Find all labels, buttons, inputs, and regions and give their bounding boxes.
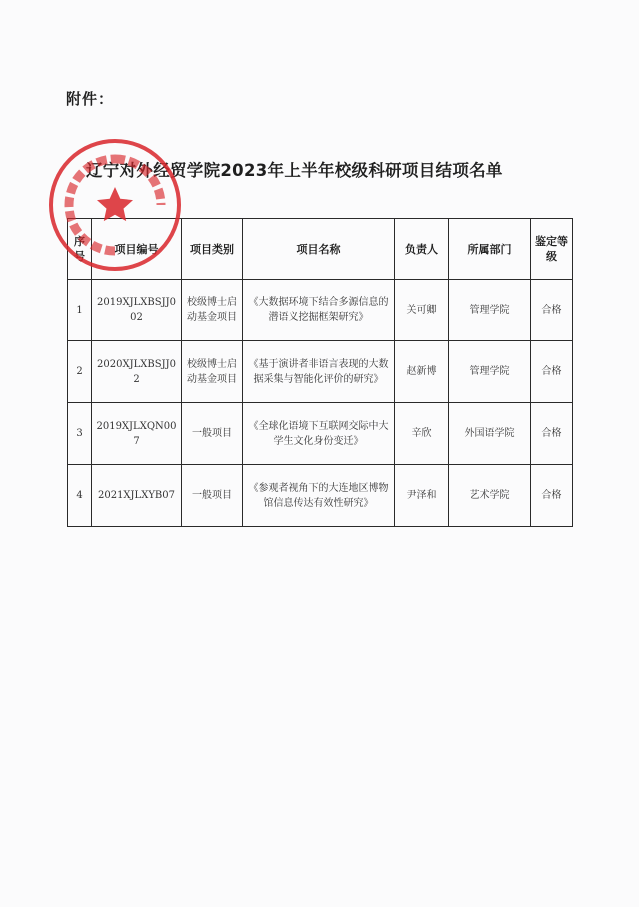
cell-grade: 合格 [531, 403, 573, 465]
cell-category: 一般项目 [182, 465, 243, 527]
cell-leader: 赵新博 [395, 341, 449, 403]
cell-project-name: 《全球化语境下互联网交际中大学生文化身份变迁》 [243, 403, 395, 465]
cell-code: 2021XJLXYB07 [92, 465, 182, 527]
cell-code: 2020XJLXBSJJ02 [92, 341, 182, 403]
table-header-row [68, 219, 573, 280]
col-header-leader: 负责人 [395, 219, 449, 280]
cell-project-name: 《基于演讲者非语言表现的大数据采集与智能化评价的研究》 [243, 341, 395, 403]
col-header-no: 序号 [68, 219, 92, 280]
cell-no: 1 [68, 280, 92, 341]
col-header-code: 项目编号 [92, 219, 182, 280]
col-header-name: 项目名称 [243, 219, 395, 280]
table-row [68, 280, 573, 341]
cell-no: 3 [68, 403, 92, 465]
cell-grade: 合格 [531, 280, 573, 341]
cell-department: 外国语学院 [449, 403, 531, 465]
table-row [68, 341, 573, 403]
cell-code: 2019XJLXQN007 [92, 403, 182, 465]
cell-project-name: 《参观者视角下的大连地区博物馆信息传达有效性研究》 [243, 465, 395, 527]
col-header-department: 所属部门 [449, 219, 531, 280]
cell-grade: 合格 [531, 341, 573, 403]
document-title: 辽宁对外经贸学院2023年上半年校级科研项目结项名单 [86, 161, 503, 180]
table-row [68, 465, 573, 527]
cell-category: 校级博士启动基金项目 [182, 341, 243, 403]
cell-no: 2 [68, 341, 92, 403]
cell-leader: 尹泽和 [395, 465, 449, 527]
col-header-category: 项目类别 [182, 219, 243, 280]
cell-department: 艺术学院 [449, 465, 531, 527]
col-header-grade: 鉴定等级 [531, 219, 573, 280]
cell-department: 管理学院 [449, 341, 531, 403]
cell-leader: 辛欣 [395, 403, 449, 465]
cell-code: 2019XJLXBSJJ002 [92, 280, 182, 341]
cell-no: 4 [68, 465, 92, 527]
cell-category: 一般项目 [182, 403, 243, 465]
cell-leader: 关可卿 [395, 280, 449, 341]
attachment-label: 附件： [66, 90, 115, 108]
cell-grade: 合格 [531, 465, 573, 527]
cell-department: 管理学院 [449, 280, 531, 341]
table-row [68, 403, 573, 465]
cell-category: 校级博士启动基金项目 [182, 280, 243, 341]
project-table [67, 218, 573, 527]
seal-star-icon [97, 187, 133, 221]
cell-project-name: 《大数据环境下结合多源信息的潜语义挖掘框架研究》 [243, 280, 395, 341]
